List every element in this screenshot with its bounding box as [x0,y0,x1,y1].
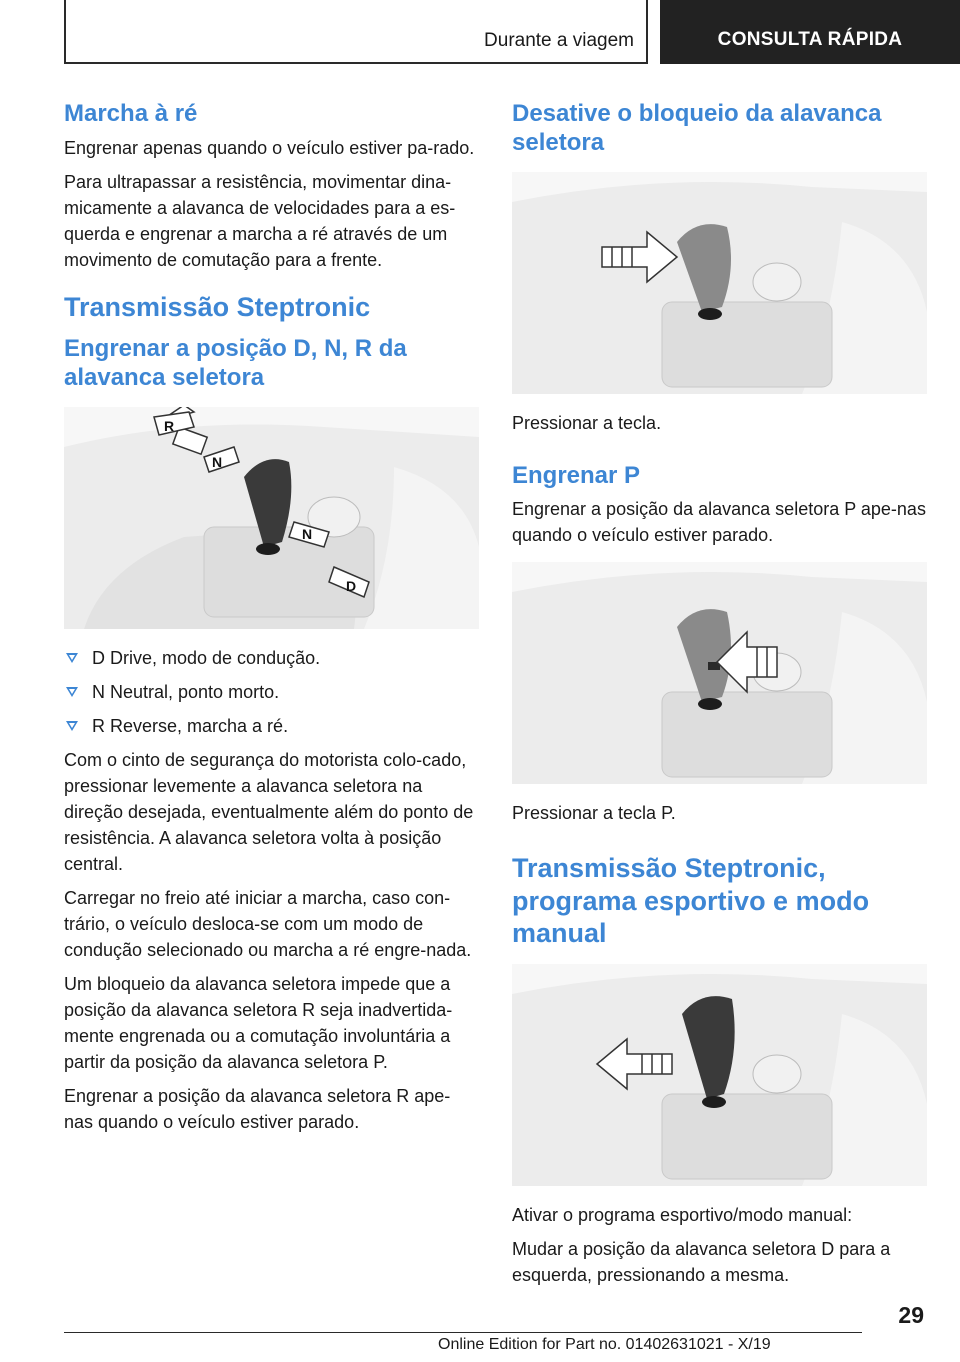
heading-release-lock: Desative o bloqueio da alavanca seletora [512,100,882,156]
footer-edition: Online Edition for Part no. 01402631021 - X/19 [438,1336,771,1353]
heading-engage-dnr: Engrenar a posição D, N, R da alavanca seletora [64,335,407,391]
triangle-bullet-icon [66,653,78,663]
paragraph: Engrenar a posição da alavanca seletora P ape-nas quando o veículo estiver parado. [512,499,926,546]
fig-label-d: D [346,577,357,594]
gear-selector-dnr-illustration [64,407,479,629]
p-button-illustration [512,562,927,784]
header-section-box [64,0,648,64]
sport-manual-mode-illustration [512,964,927,1186]
fig-label-n1: N [212,453,223,470]
left-column [64,100,479,1143]
fig-label-n2: N [302,525,313,542]
header-tab-label: CONSULTA RÁPIDA [717,29,903,50]
figure-caption: Pressionar a tecla. [512,412,662,433]
figure-caption: Pressionar a tecla P. [512,803,676,824]
footer-divider [64,1332,862,1333]
page-header [0,0,960,66]
heading-engage-p: Engrenar P [512,461,641,489]
triangle-bullet-icon [66,721,78,731]
paragraph: Ativar o programa esportivo/modo manual: [512,1204,853,1225]
paragraph: Um bloqueio da alavanca seletora impede que a posição da alavanca seletora R seja inadvertida-mente engrenada ou a comutação involuntária a partir da posição da alavanca seletora P. [64,973,453,1072]
header-section-title: Durante a viagem [484,30,634,51]
paragraph: Engrenar apenas quando o veículo estiver pa-rado. [64,137,475,158]
paragraph: Mudar a posição da alavanca seletora D para a esquerda, pressionando a mesma. [512,1238,891,1285]
paragraph: Para ultrapassar a resistência, movimentar dina-micamente a alavanca de velocidades para a es-querda e engrenar a marcha a ré através de um movimento de comutação para a frente. [64,171,456,270]
list-item: D Drive, modo de condução. [64,645,479,671]
list-item: R Reverse, marcha a ré. [64,713,479,739]
gear-position-list [64,645,479,739]
paragraph: Engrenar a posição da alavanca seletora R ape-nas quando o veículo estiver parado. [64,1085,451,1132]
heading-steptronic: Transmissão Steptronic [64,291,371,322]
right-column [512,100,927,1296]
paragraph: Carregar no freio até iniciar a marcha, caso con-trário, o veículo desloca-se com um modo de condução selecionado ou marcha a ré engre-nada. [64,887,472,960]
heading-steptronic-sport-manual: Transmissão Steptronic, programa esportivo e modo manual [512,853,870,949]
selector-lock-release-illustration [512,172,927,394]
triangle-bullet-icon [66,687,78,697]
heading-reverse-gear: Marcha à ré [64,100,198,127]
fig-label-r: R [164,417,175,434]
paragraph: Com o cinto de segurança do motorista colo-cado, pressionar levemente a alavanca seletora na direção desejada, eventualmente além do ponto de resistência. A alavanca seletora volta à posição central. [64,749,474,874]
header-tab-quick-reference[interactable] [660,0,960,64]
list-item: N Neutral, ponto morto. [64,679,479,705]
page-number: 29 [898,1302,924,1328]
